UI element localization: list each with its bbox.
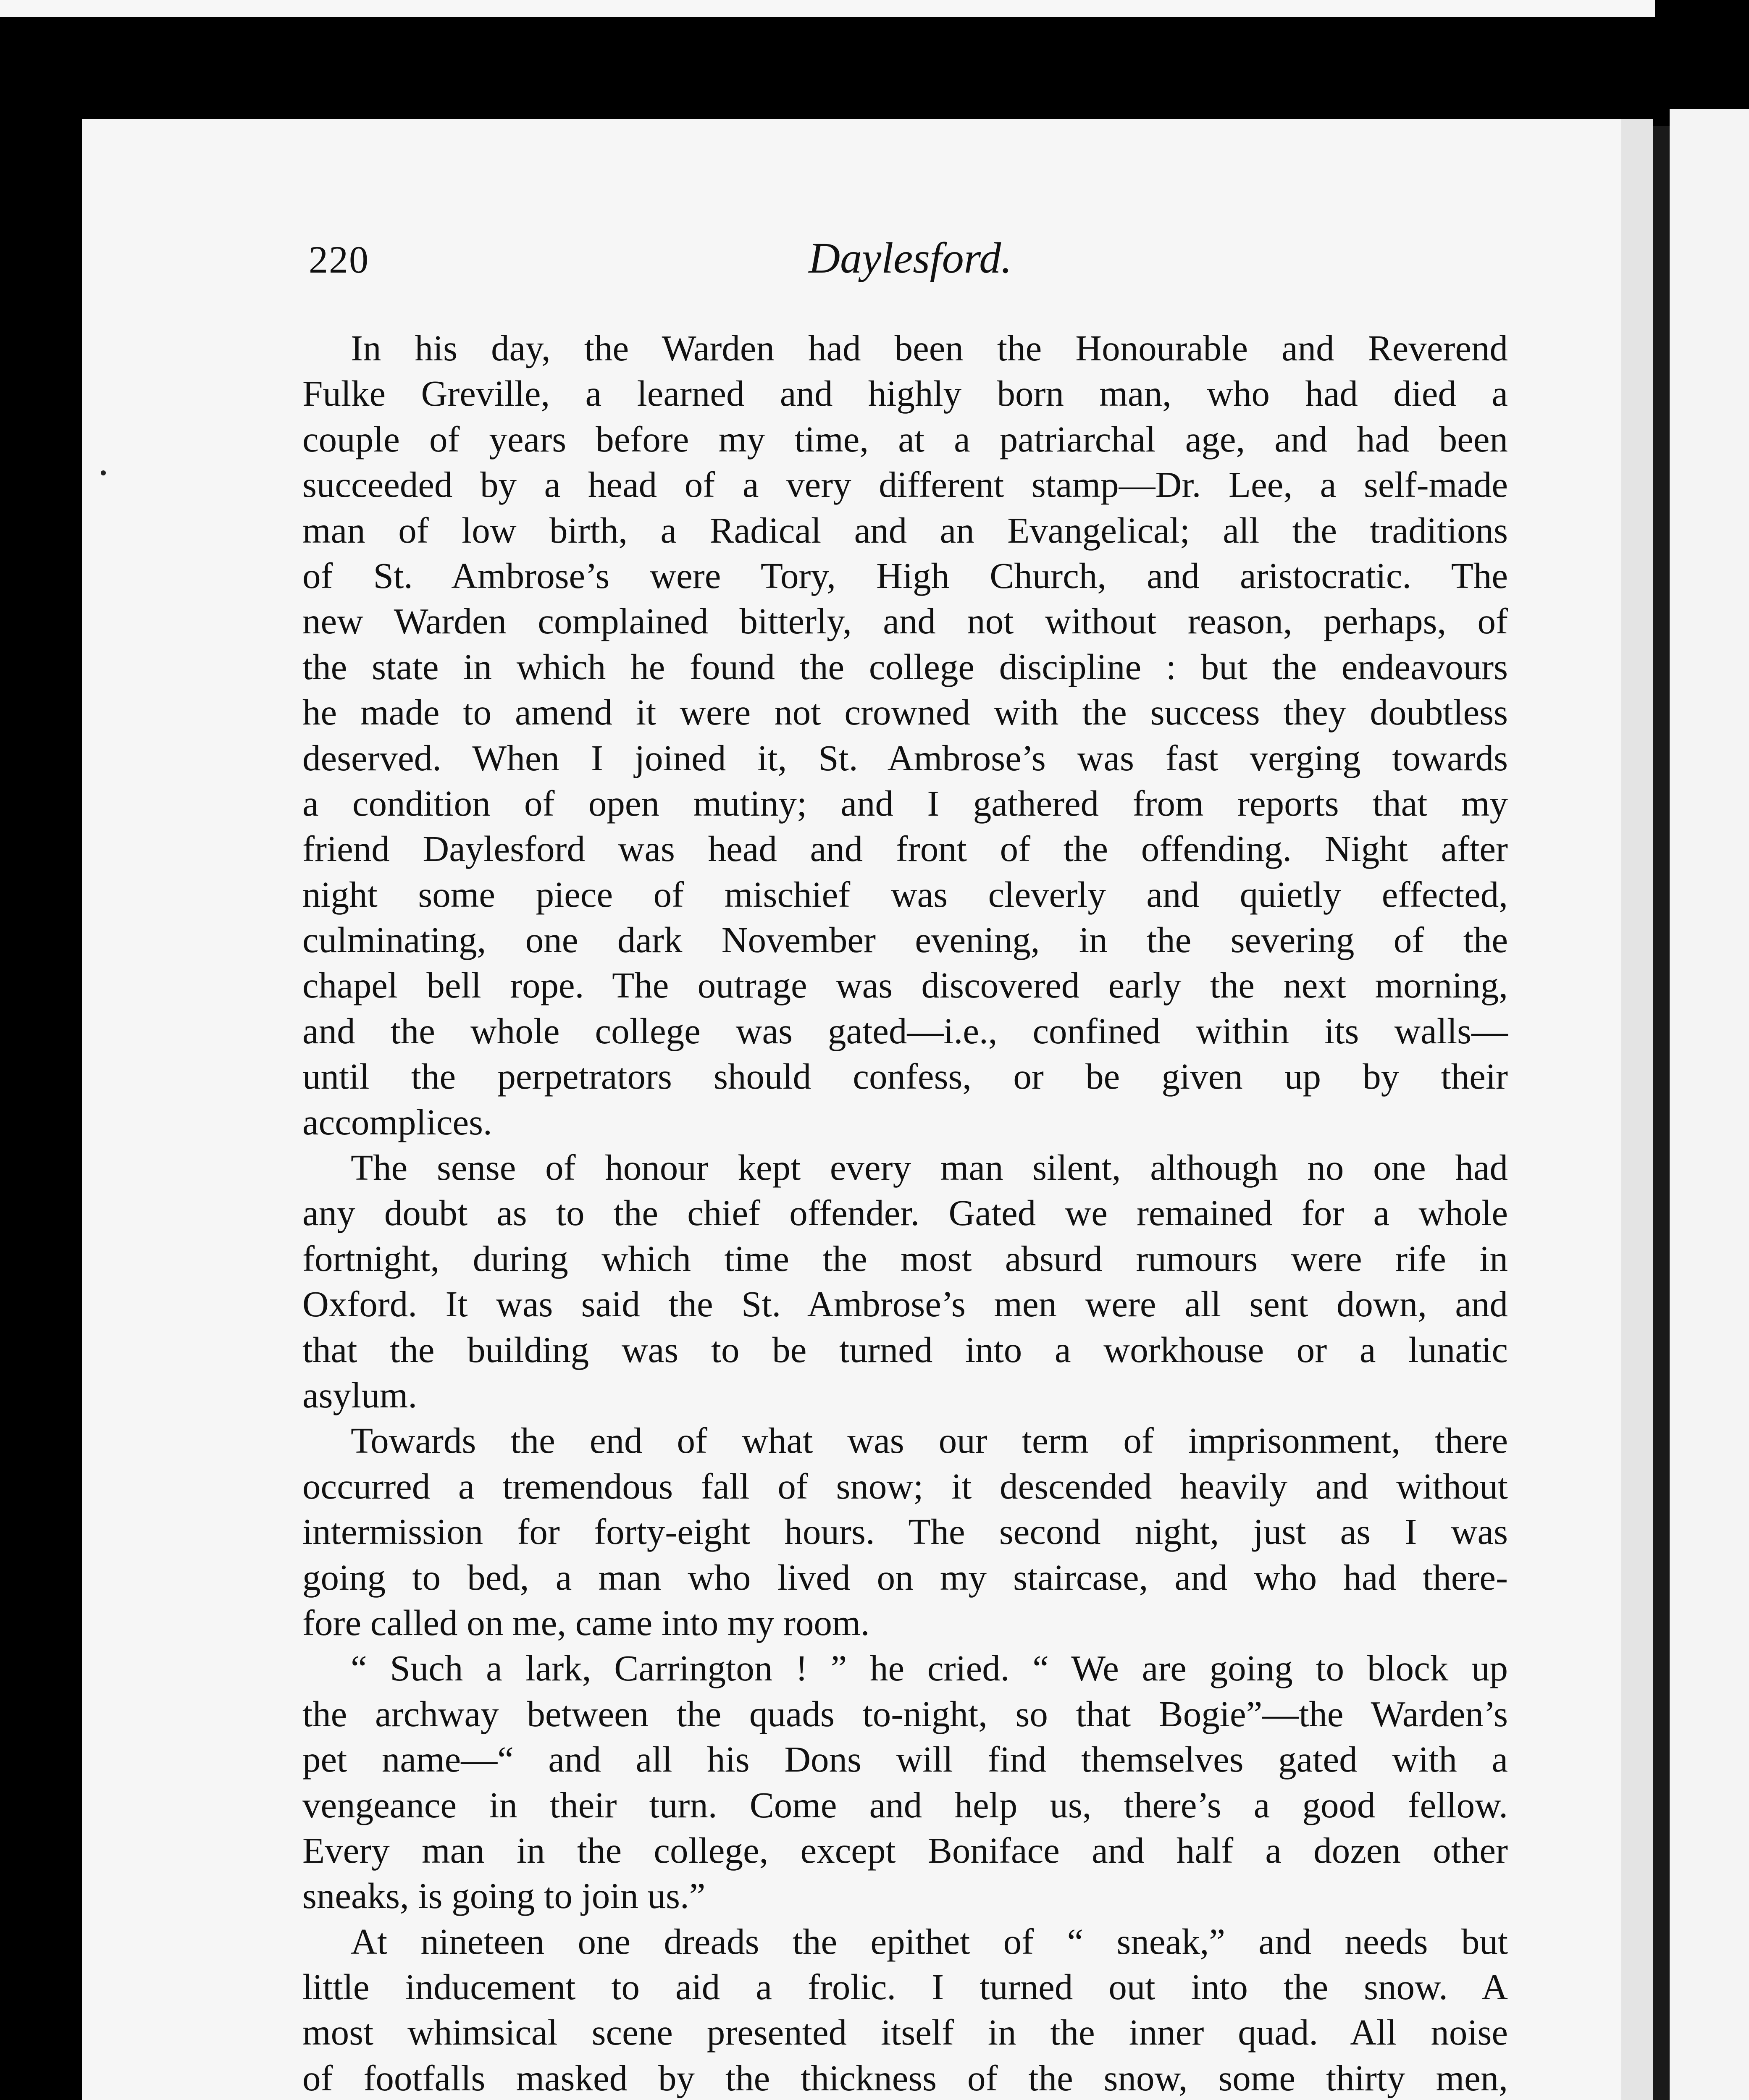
text-line: night some piece of mischief was cleverly and quietly effected,	[302, 874, 1508, 915]
text-line: pet name—“ and all his Dons will find themselves gated with a	[302, 1739, 1508, 1780]
text-line: Oxford. It was said the St. Ambrose’s men were all sent down, and	[302, 1284, 1508, 1325]
text-line: the state in which he found the college discipline : but the endeavours	[302, 646, 1508, 687]
text-line: friend Daylesford was head and front of the offending. Night after	[302, 828, 1508, 869]
text-line: most whimsical scene presented itself in the inner quad. All noise	[302, 2012, 1508, 2053]
text-line: accomplices.	[302, 1101, 492, 1142]
running-title: Daylesford.	[809, 234, 1012, 282]
text-line: until the perpetrators should confess, or be given up by their	[302, 1056, 1508, 1097]
book-spine-shadow	[1653, 126, 1670, 2100]
scan-left-margin	[0, 17, 82, 2100]
text-line: new Warden complained bitterly, and not without reason, perhaps, of	[302, 601, 1508, 642]
text-line: couple of years before my time, at a patriarchal age, and had been	[302, 418, 1508, 459]
text-line: of footfalls masked by the thickness of the snow, some thirty men,	[302, 2057, 1508, 2098]
text-line: going to bed, a man who lived on my staircase, and who had there-	[302, 1557, 1508, 1598]
text-line: any doubt as to the chief offender. Gated we remained for a whole	[302, 1192, 1508, 1234]
facing-page-edge	[1670, 109, 1749, 2100]
text-line: intermission for forty-eight hours. The second night, just as I was	[302, 1511, 1508, 1552]
text-line: occurred a tremendous fall of snow; it descended heavily and without	[302, 1465, 1508, 1507]
text-line: sneaks, is going to join us.”	[302, 1875, 706, 1916]
text-line: “ Such a lark, Carrington ! ” he cried. “ We are going to block up	[351, 1648, 1508, 1689]
text-line: In his day, the Warden had been the Honourable and Reverend	[351, 328, 1508, 368]
page-number: 220	[309, 238, 369, 281]
text-line: fortnight, during which time the most absurd rumours were rife in	[302, 1238, 1508, 1279]
text-line: a condition of open mutiny; and I gathered from reports that my	[302, 782, 1508, 824]
text-line: vengeance in their turn. Come and help us, there’s a good fellow.	[302, 1784, 1508, 1825]
text-line: The sense of honour kept every man silent, although no one had	[351, 1147, 1508, 1188]
text-line: asylum.	[302, 1374, 418, 1415]
text-line: At nineteen one dreads the epithet of “ sneak,” and needs but	[351, 1921, 1508, 1962]
text-line: the archway between the quads to-night, so that Bogie”—the Warden’s	[302, 1693, 1508, 1734]
text-line: fore called on me, came into my room.	[302, 1602, 870, 1643]
text-line: Fulke Greville, a learned and highly born man, who had died a	[302, 373, 1508, 414]
text-line: man of low birth, a Radical and an Evangelical; all the traditions	[302, 509, 1508, 551]
body-text	[302, 326, 1508, 2100]
text-line: Every man in the college, except Boniface and half a dozen other	[302, 1830, 1508, 1871]
text-line: he made to amend it were not crowned with the success they doubtless	[302, 692, 1508, 733]
page-header	[309, 229, 1510, 296]
text-line: succeeded by a head of a very different stamp—Dr. Lee, a self-made	[302, 464, 1508, 505]
text-line: chapel bell rope. The outrage was discovered early the next morning,	[302, 965, 1508, 1006]
text-line: that the building was to be turned into a workhouse or a lunatic	[302, 1329, 1508, 1370]
text-line: Towards the end of what was our term of imprisonment, there	[351, 1420, 1508, 1461]
text-line: culminating, one dark November evening, in the severing of the	[302, 919, 1508, 961]
text-line: and the whole college was gated—i.e., confined within its walls—	[302, 1010, 1508, 1051]
text-line: little inducement to aid a frolic. I turned out into the snow. A	[302, 1966, 1508, 2008]
scan-top-margin	[0, 0, 1655, 17]
page-edge-shadow	[1621, 119, 1653, 2100]
text-line: of St. Ambrose’s were Tory, High Church, and aristocratic. The	[302, 555, 1508, 596]
page-speck	[101, 470, 106, 475]
text-line: deserved. When I joined it, St. Ambrose’s was fast verging towards	[302, 737, 1508, 778]
